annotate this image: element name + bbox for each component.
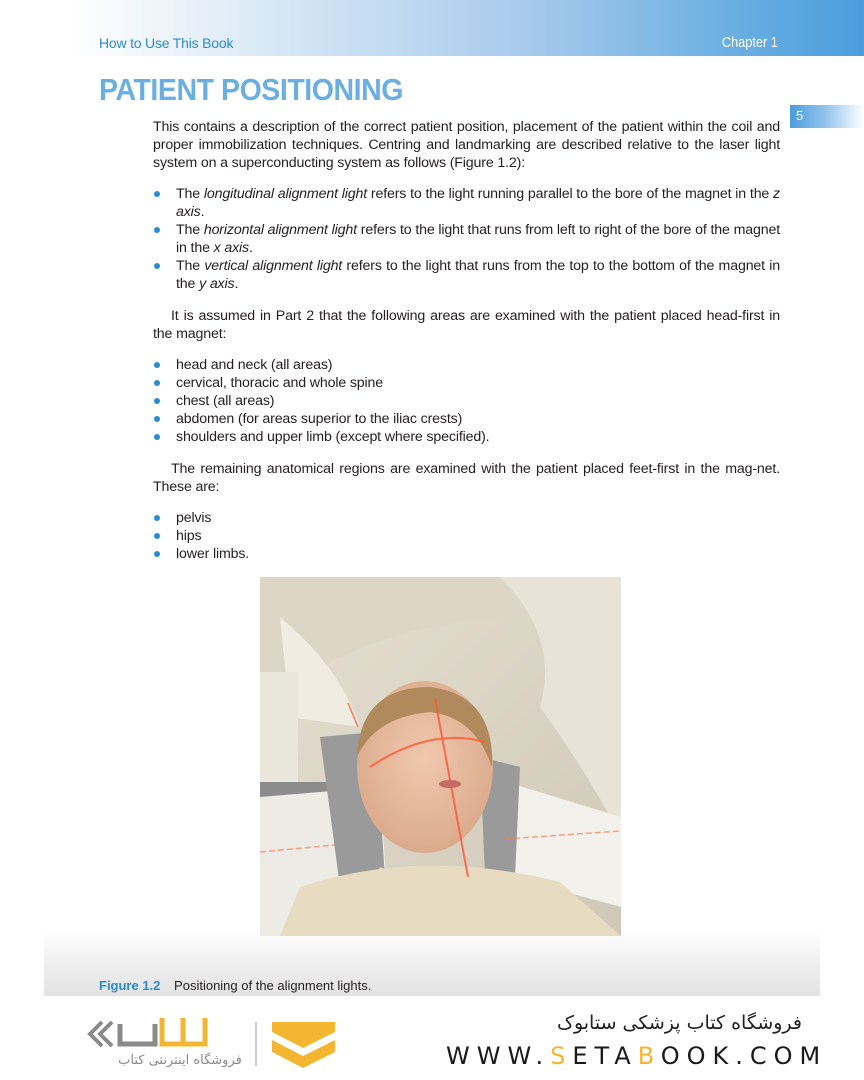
axis: y axis [199,276,235,292]
setabook-emblem-icon [272,1022,335,1068]
figure-caption [99,978,371,993]
list-item-horizontal: The horizontal alignment light refers to the light that runs from left to right of the bore of the magnet in the x axis. [153,221,780,257]
list-item-longitudinal: The longitudinal alignment light refers to the light running parallel to the bore of the magnet in the z axis. [153,185,780,221]
bullet-icon [154,362,160,368]
running-head-chapter: Chapter 1 [722,34,778,51]
feet-first-list [153,509,780,563]
store-url[interactable]: WWW.SETABOOK.COM [446,1042,828,1070]
list-item: abdomen (for areas superior to the iliac crests) [153,410,780,428]
chevron-arrows-icon [90,1022,112,1046]
bullet-icon [154,398,160,404]
axis: z axis [176,186,780,220]
list-item-vertical: The vertical alignment light refers to the light that runs from the top to the bottom of the magnet in the y axis. [153,257,780,293]
term: horizontal alignment light [203,222,357,238]
bullet-icon [154,380,160,386]
bullet-icon [154,434,160,440]
head-first-paragraph: It is assumed in Part 2 that the following areas are examined with the patient placed head-first in the magnet: [153,308,780,342]
bullet-icon [154,191,160,197]
setabook-logo [80,1012,350,1072]
logo-tagline: فروشگاه اینترنتی کتاب [118,1053,242,1068]
list-item: lower limbs. [153,545,780,563]
list-item: chest (all areas) [153,392,780,410]
list-item: shoulders and upper limb (except where specified). [153,428,780,446]
bullet-icon [154,227,160,233]
bullet-icon [154,416,160,422]
term: vertical alignment light [204,258,343,274]
bullet-icon [154,551,160,557]
bullet-icon [154,533,160,539]
list-item: pelvis [153,509,780,527]
intro-paragraph: This contains a description of the correct patient position, placement of the patient within the coil and proper immobilization techniques. Centring and landmarking are described relative to the laser light system on a superconducting system as follows (Figure 1.2): [153,119,780,171]
page-number-tab [790,105,864,128]
header-divider [0,56,864,57]
section-title: PATIENT POSITIONING [99,72,403,107]
list-item: cervical, thoracic and whole spine [153,374,780,392]
figure-caption-text: Positioning of the alignment lights. [174,978,372,993]
list-item: hips [153,527,780,545]
figure-photo-patient-alignment-lights [260,577,621,936]
head-first-list [153,356,780,446]
term: longitudinal alignment light [203,186,368,202]
alignment-lights-list [153,185,780,293]
store-name: فروشگاه کتاب پزشکی ستابوک [556,1012,802,1034]
bullet-icon [154,515,160,521]
page-number: 5 [796,108,804,123]
figure-number: Figure 1.2 [99,978,161,993]
running-head-book-section: How to Use This Book [99,35,234,51]
axis: x axis [213,240,249,256]
feet-first-paragraph: The remaining anatomical regions are examined with the patient placed feet-first in the mag-net. These are: [153,461,780,495]
bullet-icon [154,263,160,269]
list-item: head and neck (all areas) [153,356,780,374]
